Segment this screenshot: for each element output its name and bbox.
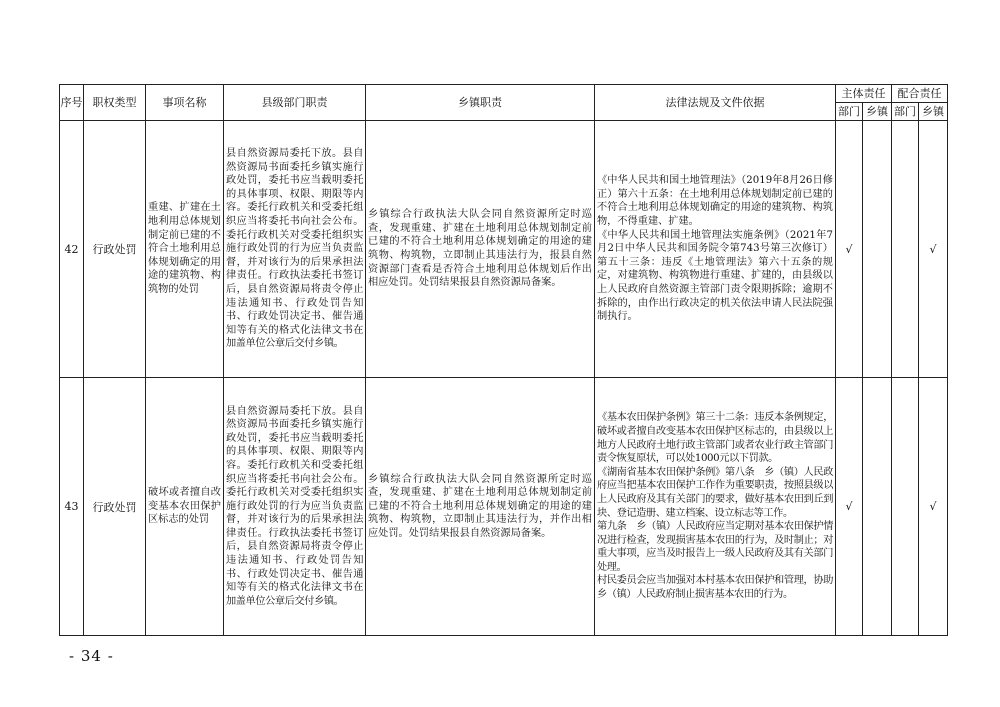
row-town-duty: 乡镇综合行政执法大队会同自然资源所定时巡查，发现重建、扩建在土地利用总体规划制定前已建的不符合土地利用总体规划确定的用途的建筑物、构筑物，立即制止其违法行为，并作出相应处罚。处罚结果报县自然资源局备案。 [366, 378, 595, 636]
row-county-duty: 县自然资源局委托下放。县自然资源局书面委托乡镇实施行政处罚，委托书应当载明委托的具体事项、权限、期限等内容。委托行政机关和受委托组织应当将委托书向社会公布。委托行政机关对受委托组织实施行政处罚的行为应当负责监督，并对该行为的后果承担法律责任。行政执法委托书签订后，县自然资源局将责令停止违法通知书、行政处罚告知书、行政处罚决定书、催告通知等有关的格式化法律文书在加盖单位公章后交付乡镇。 [224, 121, 366, 378]
row-main-dept: √ [836, 378, 863, 636]
row-coop-town: √ [919, 121, 948, 378]
row-county-duty: 县自然资源局委托下放。县自然资源局书面委托乡镇实施行政处罚，委托书应当载明委托的具体事项、权限、期限等内容。委托行政机关和受委托组织应当将委托书向社会公布。委托行政机关对受委托组织实施行政处罚的行为应当负责监督，并对该行为的后果承担法律责任。行政执法委托书签订后，县自然资源局将责令停止违法通知书、行政处罚告知书、行政处罚决定书、催告通知等有关的格式化法律文书在加盖单位公章后交付乡镇。 [224, 378, 366, 636]
row-index: 43 [60, 378, 84, 636]
header-coop-town: 乡镇 [919, 103, 948, 121]
row-power-type: 行政处罚 [84, 378, 146, 636]
row-item-name: 破坏或者擅自改变基本农田保护区标志的处罚 [146, 378, 224, 636]
row-legal-basis: 《中华人民共和国土地管理法》（2019年8月26日修正）第六十五条：在土地利用总体规划制定前已建的不符合土地利用总体规划确定的用途的建筑物、构筑物，不得重建、扩建。 《中华人民共和国土地管理法实施条例》（2021年7月2日中华人民共和国务院令第743号第三次修订）第五十三条：违反《土地管理法》第六十五条的规定，对建筑物、构筑物进行重建、扩建的，由县级以上人民政府自然资源主管部门责令限期拆除；逾期不拆除的，由作出行政决定的机关依法申请人民法院强制执行。 [595, 121, 836, 378]
row-town-duty: 乡镇综合行政执法大队会同自然资源所定时巡查，发现重建、扩建在土地利用总体规划制定前已建的不符合土地利用总体规划确定的用途的建筑物、构筑物，立即制止其违法行为，报县自然资源部门查看是否符合土地利用总体规划后作出相应处罚。处罚结果报县自然资源局备案。 [366, 121, 595, 378]
header-town-duty: 乡镇职责 [366, 85, 595, 121]
header-coop-dept: 部门 [892, 103, 919, 121]
header-main-town: 乡镇 [863, 103, 892, 121]
header-power-type: 职权类型 [84, 85, 146, 121]
row-power-type: 行政处罚 [84, 121, 146, 378]
row-main-dept: √ [836, 121, 863, 378]
header-main-resp: 主体责任 [836, 85, 892, 103]
page-number: - 34 - [69, 647, 114, 665]
row-item-name: 重建、扩建在土地利用总体规划制定前已建的不符合土地利用总体规划确定的用途的建筑物、构筑物的处罚 [146, 121, 224, 378]
duty-table [59, 84, 948, 636]
row-legal-basis: 《基本农田保护条例》第三十二条：违反本条例规定，破坏或者擅自改变基本农田保护区标志的，由县级以上地方人民政府土地行政主管部门或者农业行政主管部门责令恢复原状，可以处1000元以下罚款。 《湖南省基本农田保护条例》第八条 乡（镇）人民政府应当把基本农田保护工作作为重要职责，按照县级以上人民政府及其有关部门的要求，做好基本农田到丘到块、登记造册、建立档案、设立标志等工作。 第九条 乡（镇）人民政府应当定期对基本农田保护情况进行检查，发现损害基本农田的行为，及时制止；对重大事项，应当及时报告上一级人民政府及其有关部门处理。 村民委员会应当加强对本村基本农田保护和管理，协助乡（镇）人民政府制止损害基本农田的行为。 [595, 378, 836, 636]
header-county-duty: 县级部门职责 [224, 85, 366, 121]
table-row [60, 378, 948, 636]
row-main-town [863, 378, 892, 636]
row-coop-dept [892, 378, 919, 636]
table-row [60, 121, 948, 378]
header-index: 序号 [60, 85, 84, 121]
header-legal-basis: 法律法规及文件依据 [595, 85, 836, 121]
row-coop-dept [892, 121, 919, 378]
row-index: 42 [60, 121, 84, 378]
header-coop-resp: 配合责任 [892, 85, 948, 103]
header-main-dept: 部门 [836, 103, 863, 121]
row-coop-town: √ [919, 378, 948, 636]
row-main-town [863, 121, 892, 378]
header-item-name: 事项名称 [146, 85, 224, 121]
